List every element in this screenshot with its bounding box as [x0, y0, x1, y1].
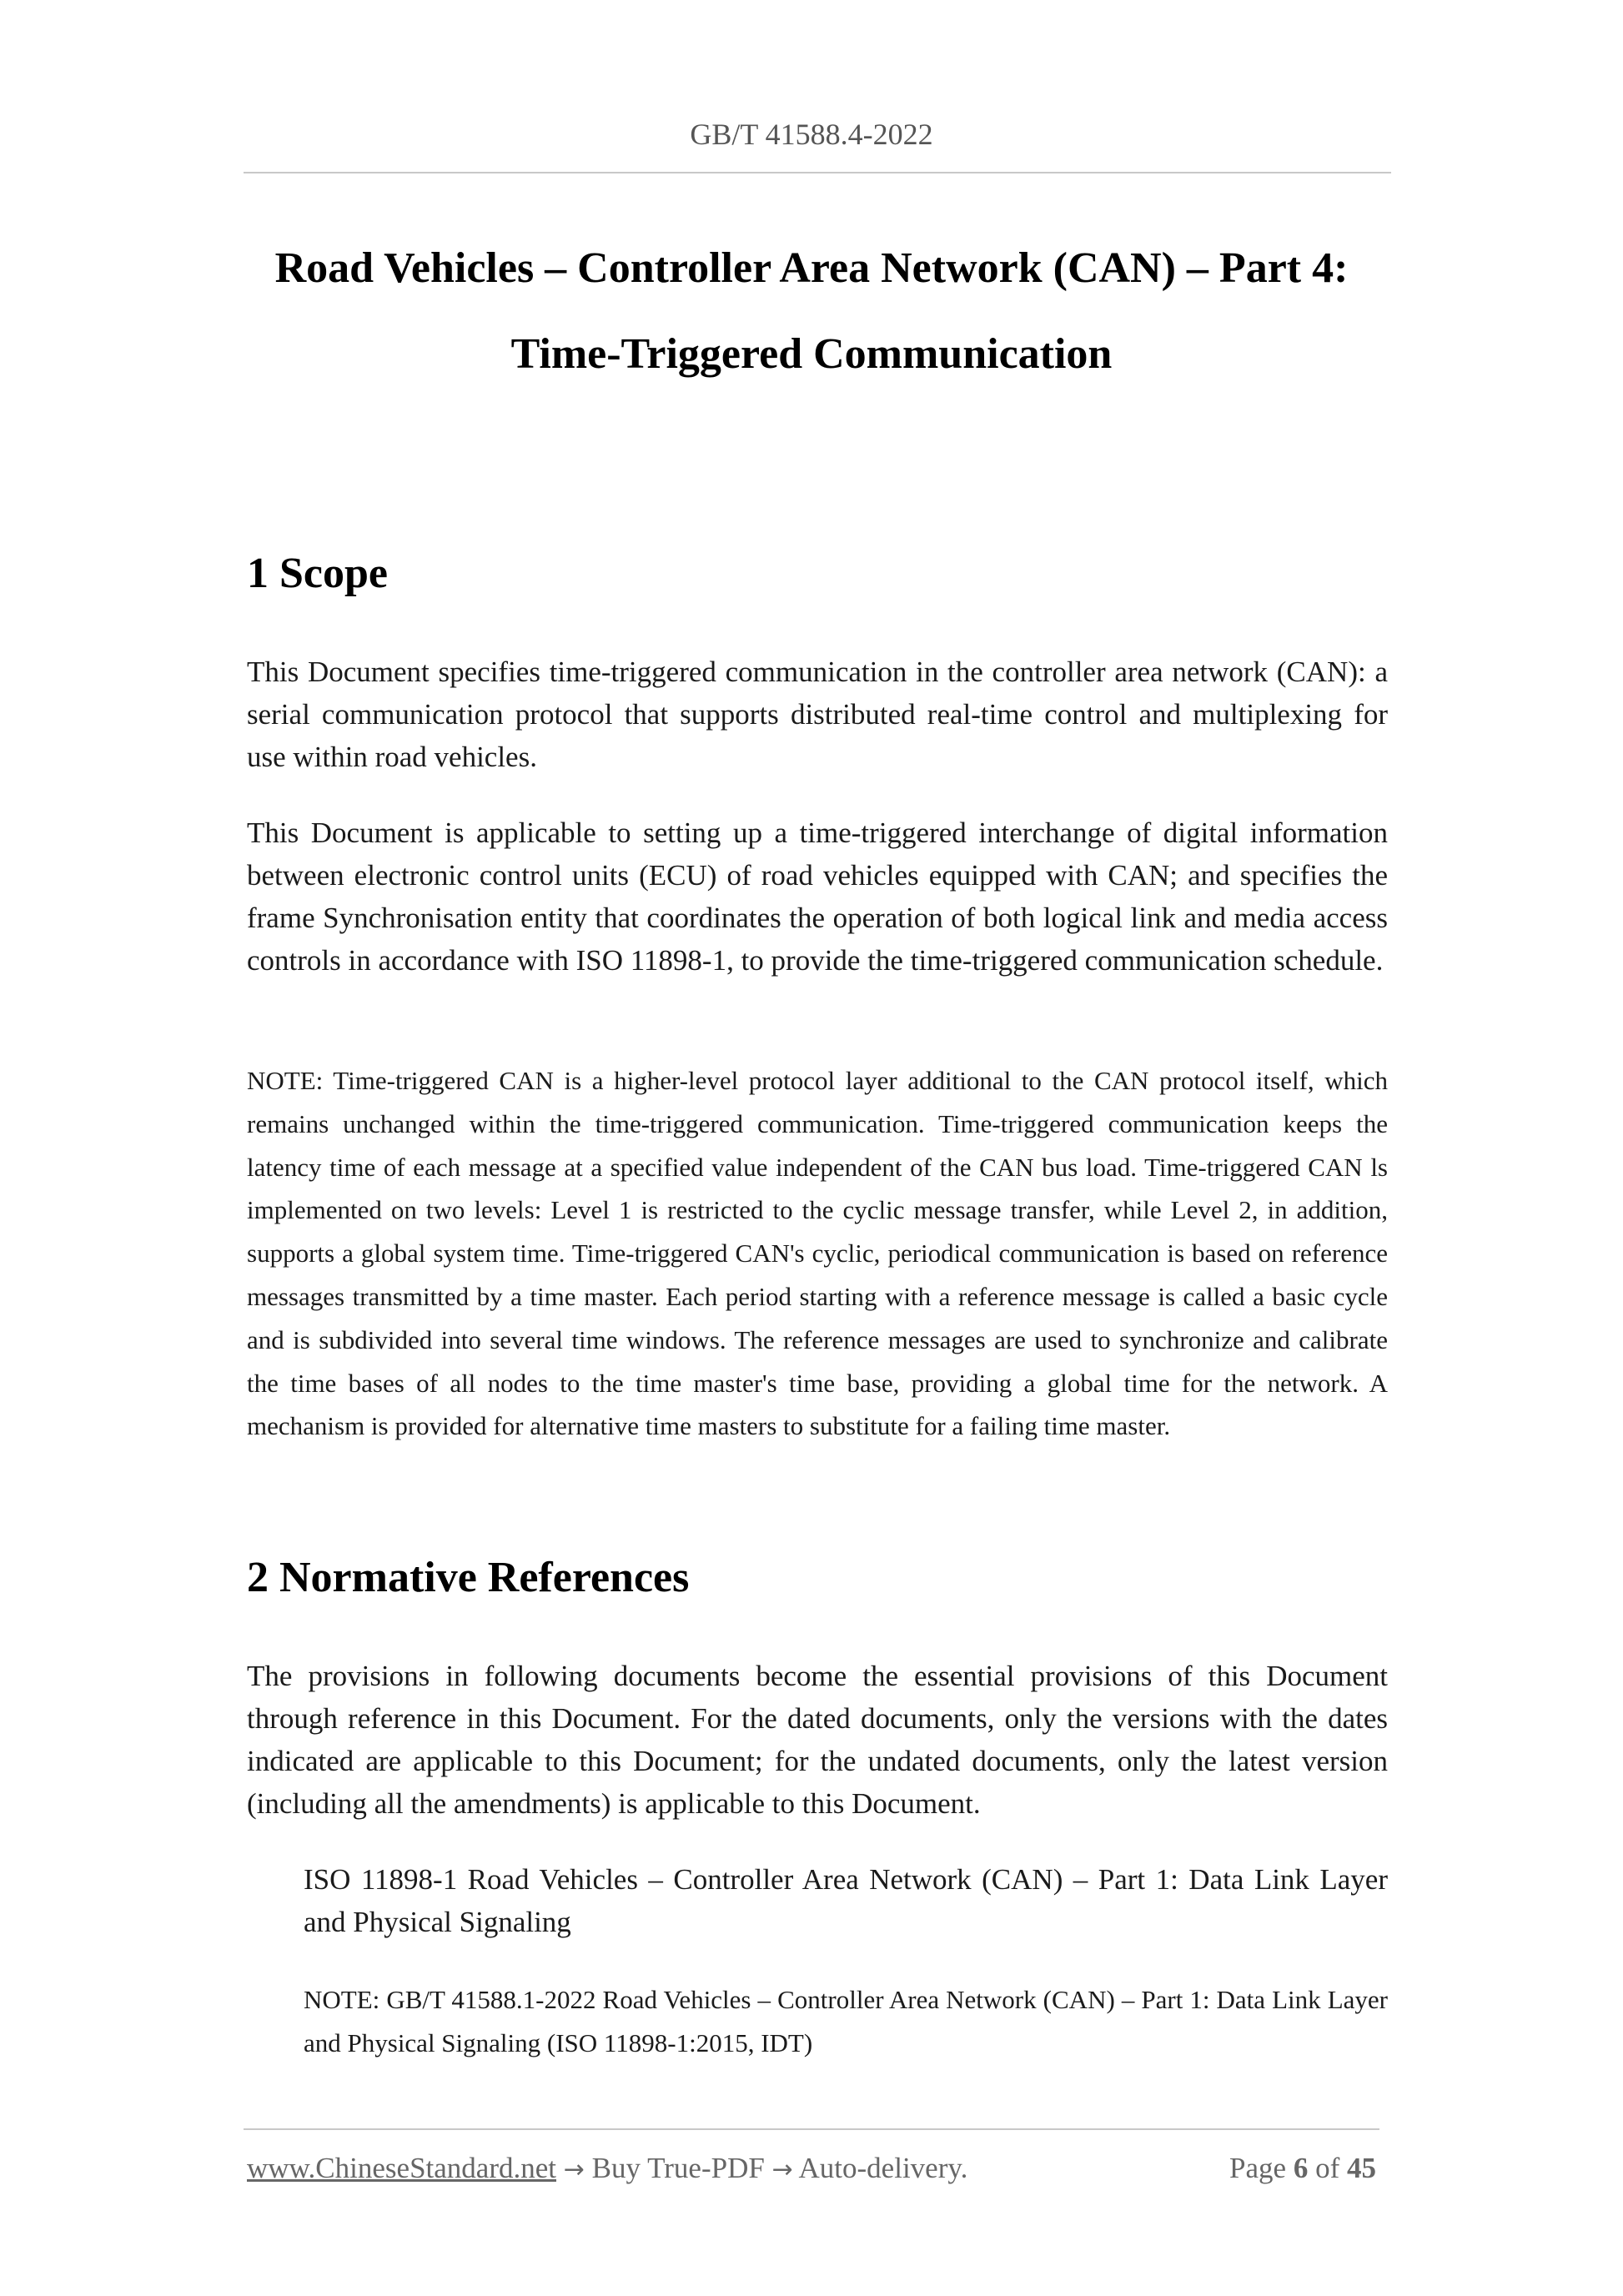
- page-label: Page: [1229, 2152, 1287, 2184]
- scope-paragraph-2: This Document is applicable to setting up a time-triggered interchange of digital information between electronic control units (ECU) of road vehicles equipped with CAN; and specifies the frame Synchronisation entity that coordinates the operation of both logical link and media access controls in accordance with ISO 11898-1, to provide the time-triggered communication schedule.: [247, 816, 1388, 977]
- page-total-number: 45: [1347, 2152, 1376, 2184]
- header-rule: [244, 172, 1391, 173]
- footer-website-link[interactable]: www.ChineseStandard.net: [247, 2152, 556, 2184]
- arrow-right-icon: →: [771, 2155, 793, 2184]
- section-heading-normative-references: 2 Normative References: [247, 1554, 690, 1601]
- footer: [247, 2152, 1376, 2188]
- header-doc-code: GB/T 41588.4-2022: [690, 118, 933, 151]
- arrow-right-icon: →: [563, 2155, 585, 2184]
- footer-promo: [247, 2152, 967, 2185]
- title-line-1: Road Vehicles – Controller Area Network (CAN) – Part 4:: [274, 244, 1349, 292]
- footer-rule: [244, 2128, 1379, 2130]
- reference-note: NOTE: GB/T 41588.1-2022 Road Vehicles – Controller Area Network (CAN) – Part 1: Data Link Layer and Physical Signaling (ISO 11898-1:2015, IDT): [304, 1985, 1388, 2057]
- references-paragraph: The provisions in following documents become the essential provisions of this Document through reference in this Document. For the dated documents, only the versions with the dates indicated are applicable to this Document; for the undated documents, only the latest version (including all the amendments) is applicable to this Document.: [247, 1660, 1388, 1820]
- footer-delivery-text: Auto-delivery.: [798, 2152, 968, 2184]
- page-of-label: of: [1315, 2152, 1340, 2184]
- section-heading-scope: 1 Scope: [247, 550, 388, 597]
- footer-buy-text: Buy True-PDF: [591, 2152, 765, 2184]
- page-indicator: [1229, 2152, 1376, 2185]
- scope-paragraph-1: This Document specifies time-triggered communication in the controller area network (CAN): a serial communication protocol that supports distributed real-time control and multiplexing for use within road vehicles.: [247, 656, 1388, 773]
- scope-note: NOTE: Time-triggered CAN is a higher-level protocol layer additional to the CAN protocol itself, which remains unchanged within the time-triggered communication. Time-triggered communication keeps the latency time of each message at a specified value independent of the CAN bus load. Time-triggered CAN ls implemented on two levels: Level 1 is restricted to the cyclic message transfer, while Level 2, in addition, supports a global system time. Time-triggered CAN's cyclic, periodical communication is based on reference messages transmitted by a time master. Each period starting with a reference message is called a basic cycle and is subdivided into several time windows. The reference messages are used to synchronize and calibrate the time bases of all nodes to the time master's time base, providing a global time for the network. A mechanism is provided for alternative time masters to substitute for a failing time master.: [247, 1066, 1388, 1441]
- reference-item-iso-11898-1: ISO 11898-1 Road Vehicles – Controller Area Network (CAN) – Part 1: Data Link Layer and Physical Signaling: [304, 1863, 1388, 1938]
- title-line-2: Time-Triggered Communication: [510, 330, 1113, 378]
- page-current-number: 6: [1293, 2152, 1309, 2184]
